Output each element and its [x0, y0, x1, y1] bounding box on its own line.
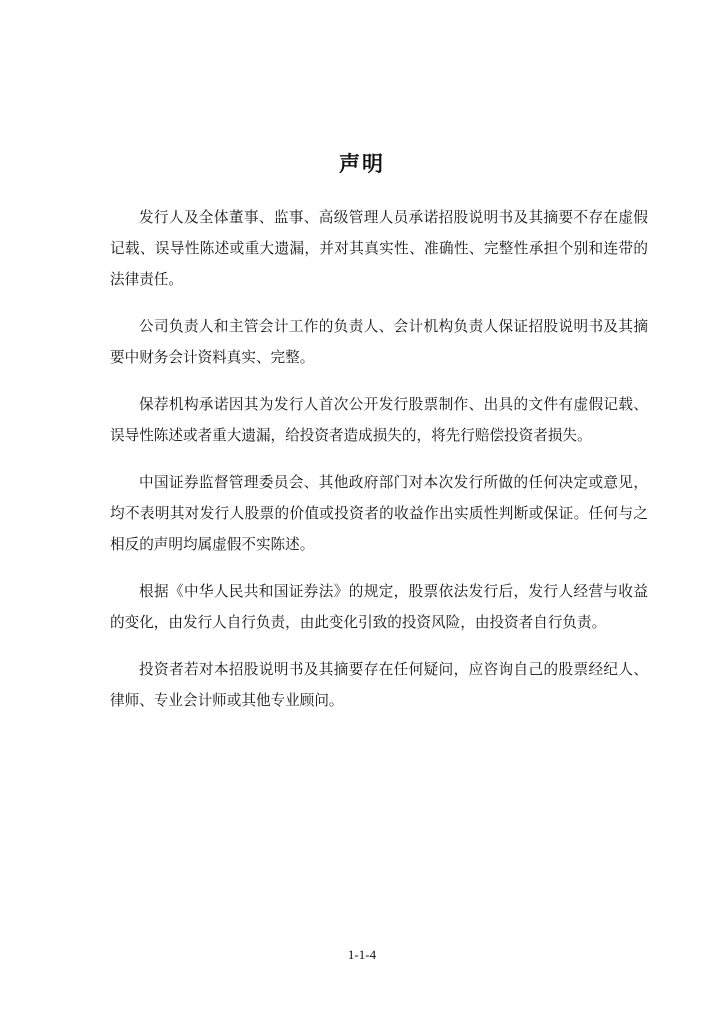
page-number: 1-1-4	[347, 947, 377, 962]
statement-body	[110, 202, 648, 732]
paragraph-regulator-disclaimer: 中国证券监督管理委员会、其他政府部门对本次发行所做的任何决定或意见，均不表明其对发行人股票的价值或投资者的收益作出实质性判断或保证。任何与之相反的声明均属虚假不实陈述。	[110, 474, 648, 553]
paragraph-investor-advice: 投资者若对本招股说明书及其摘要存在任何疑问，应咨询自己的股票经纪人、律师、专业会计师或其他专业顾问。	[110, 661, 648, 709]
paragraph-sponsor-commitment: 保荐机构承诺因其为发行人首次公开发行股票制作、出具的文件有虚假记载、误导性陈述或者重大遗漏，给投资者造成损失的，将先行赔偿投资者损失。	[110, 396, 648, 444]
paragraph-securities-law: 根据《中华人民共和国证券法》的规定，股票依法发行后，发行人经营与收益的变化，由发行人自行负责，由此变化引致的投资风险，由投资者自行负责。	[110, 583, 648, 631]
paragraph-director-commitment: 发行人及全体董事、监事、高级管理人员承诺招股说明书及其摘要不存在虚假记载、误导性陈述或重大遗漏，并对其真实性、准确性、完整性承担个别和连带的法律责任。	[110, 209, 648, 288]
page-title: 声明	[339, 152, 385, 176]
paragraph-financial-accuracy: 公司负责人和主管会计工作的负责人、会计机构负责人保证招股说明书及其摘要中财务会计资料真实、完整。	[110, 318, 648, 366]
